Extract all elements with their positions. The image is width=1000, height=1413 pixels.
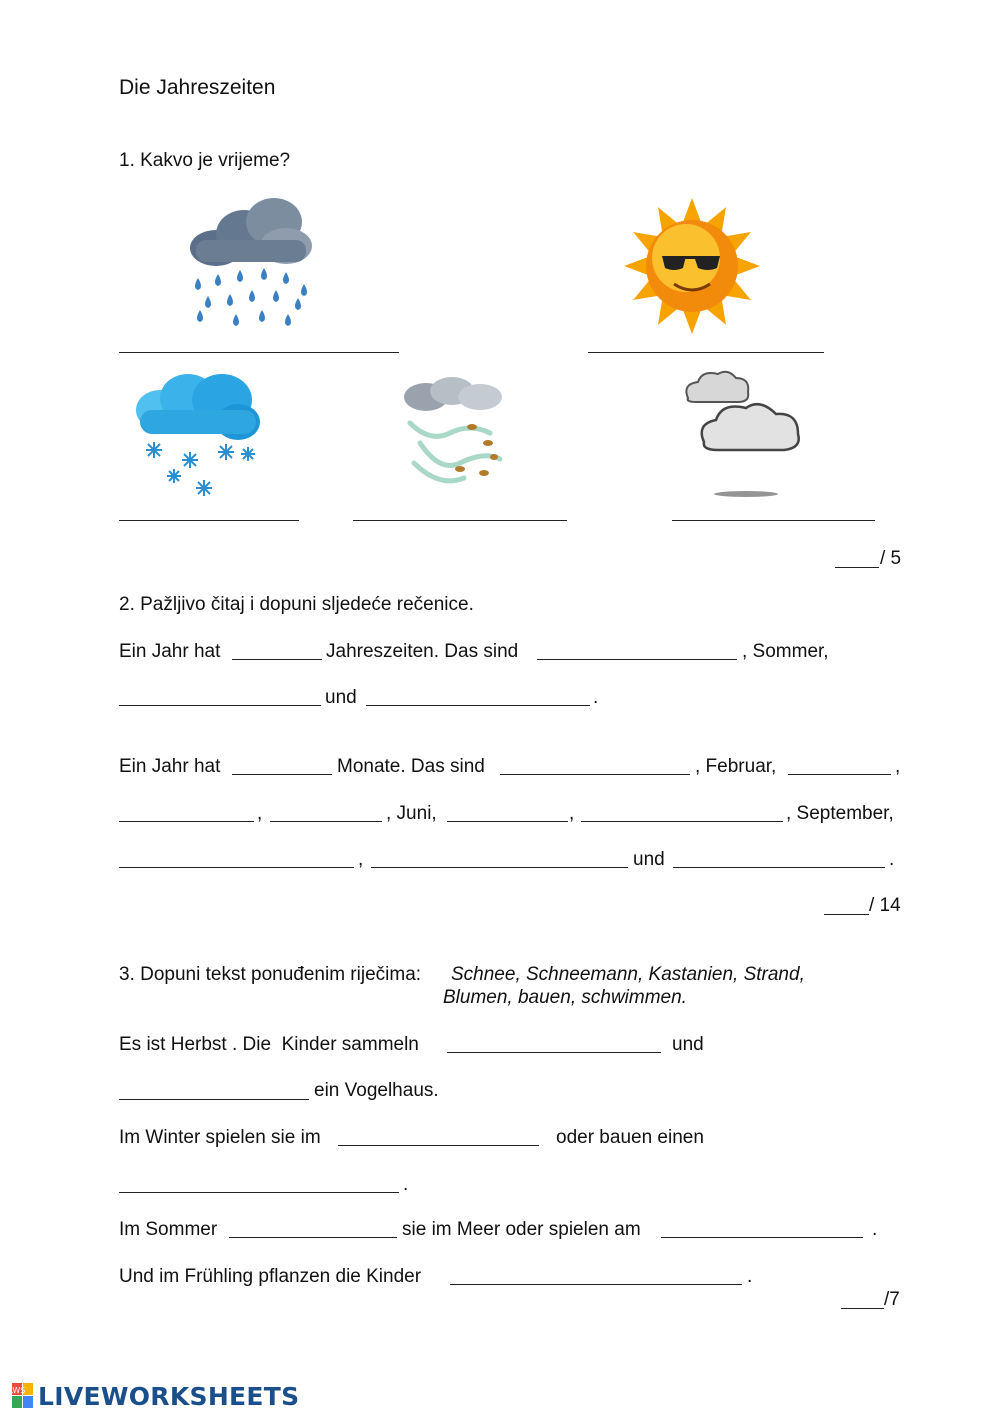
answer-blank[interactable] bbox=[270, 821, 382, 822]
rain-cloud-icon bbox=[186, 198, 316, 333]
sentence-text: und bbox=[633, 849, 665, 870]
sentence-text: Ein Jahr hat bbox=[119, 641, 221, 662]
sentence-text: , Juni, bbox=[386, 803, 437, 824]
sentence-text: sie im Meer oder spielen am bbox=[402, 1219, 641, 1240]
answer-blank[interactable] bbox=[353, 520, 567, 521]
answer-blank[interactable] bbox=[119, 1192, 399, 1193]
page-title: Die Jahreszeiten bbox=[119, 76, 276, 99]
sentence-text: Monate. Das sind bbox=[337, 756, 485, 777]
sentence-text: Ein Jahr hat bbox=[119, 756, 221, 777]
sentence-text: Im Sommer bbox=[119, 1219, 218, 1240]
answer-blank[interactable] bbox=[366, 705, 590, 706]
q2-heading: 2. Pažljivo čitaj i dopuni sljedeće rečenice. bbox=[119, 594, 474, 615]
logo-badge-text: LWS bbox=[8, 1386, 26, 1395]
sentence-text: und bbox=[672, 1034, 704, 1055]
sentence-text: . bbox=[747, 1266, 753, 1287]
answer-blank[interactable] bbox=[661, 1237, 863, 1238]
sentence-text: ein Vogelhaus. bbox=[314, 1080, 439, 1101]
answer-blank[interactable] bbox=[232, 774, 332, 775]
sentence-text: oder bauen einen bbox=[556, 1127, 704, 1148]
sentence-text: , Sommer, bbox=[742, 641, 829, 662]
sentence-text: , Februar, bbox=[695, 756, 777, 777]
answer-blank[interactable] bbox=[450, 1284, 742, 1285]
q1-heading: 1. Kakvo je vrijeme? bbox=[119, 150, 291, 171]
sentence-text: Im Winter spielen sie im bbox=[119, 1127, 321, 1148]
sentence-text: . bbox=[593, 687, 599, 708]
cloudy-icon bbox=[680, 366, 810, 502]
answer-blank[interactable] bbox=[119, 1099, 309, 1100]
liveworksheets-logo-icon bbox=[8, 1383, 34, 1409]
q2-score: / 14 bbox=[869, 895, 901, 916]
sentence-text: . bbox=[872, 1219, 878, 1240]
q1-score: / 5 bbox=[880, 548, 902, 569]
answer-blank[interactable] bbox=[371, 867, 628, 868]
word-bank-line-2: Blumen, bauen, schwimmen. bbox=[443, 987, 687, 1008]
score-blank[interactable] bbox=[835, 567, 879, 568]
answer-blank[interactable] bbox=[119, 520, 299, 521]
q3-heading: 3. Dopuni tekst ponuđenim riječima: bbox=[119, 964, 422, 985]
answer-blank[interactable] bbox=[581, 821, 783, 822]
sentence-text: Es ist Herbst . Die Kinder sammeln bbox=[119, 1034, 419, 1055]
sentence-text: Jahreszeiten. Das sind bbox=[326, 641, 519, 662]
sentence-text: , bbox=[257, 803, 263, 824]
brand-name: LIVEWORKSHEETS bbox=[38, 1381, 300, 1411]
answer-blank[interactable] bbox=[232, 659, 322, 660]
sentence-text: , bbox=[358, 849, 364, 870]
answer-blank[interactable] bbox=[447, 1052, 661, 1053]
q3-score: /7 bbox=[884, 1289, 900, 1310]
word-bank-line-1: Schnee, Schneemann, Kastanien, Strand, bbox=[451, 964, 805, 985]
liveworksheets-logo[interactable] bbox=[8, 1380, 300, 1412]
answer-blank[interactable] bbox=[119, 867, 354, 868]
answer-blank[interactable] bbox=[338, 1145, 539, 1146]
answer-blank[interactable] bbox=[588, 352, 824, 353]
sentence-text: und bbox=[325, 687, 357, 708]
answer-blank[interactable] bbox=[119, 352, 399, 353]
answer-blank[interactable] bbox=[229, 1237, 397, 1238]
snow-cloud-icon bbox=[134, 370, 264, 505]
wind-icon bbox=[400, 373, 510, 498]
score-blank[interactable] bbox=[824, 914, 869, 915]
sentence-text: , bbox=[569, 803, 575, 824]
answer-blank[interactable] bbox=[500, 774, 690, 775]
sun-with-sunglasses-icon bbox=[622, 196, 762, 336]
sentence-text: . bbox=[889, 849, 895, 870]
answer-blank[interactable] bbox=[673, 867, 885, 868]
sentence-text: , bbox=[895, 756, 901, 777]
answer-blank[interactable] bbox=[119, 705, 321, 706]
answer-blank[interactable] bbox=[447, 821, 568, 822]
sentence-text: , September, bbox=[786, 803, 894, 824]
score-blank[interactable] bbox=[841, 1308, 884, 1309]
answer-blank[interactable] bbox=[119, 821, 254, 822]
answer-blank[interactable] bbox=[537, 659, 737, 660]
sentence-text: . bbox=[403, 1174, 409, 1195]
answer-blank[interactable] bbox=[672, 520, 875, 521]
answer-blank[interactable] bbox=[788, 774, 891, 775]
sentence-text: Und im Frühling pflanzen die Kinder bbox=[119, 1266, 422, 1287]
